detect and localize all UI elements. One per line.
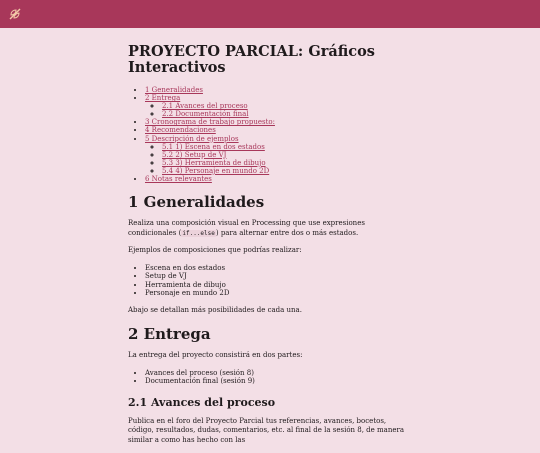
list-item: • Avances del proceso (sesión 8)	[145, 369, 414, 378]
toc-item	[145, 175, 414, 183]
toc-subitem	[162, 159, 414, 167]
toc-item	[145, 94, 414, 118]
document-content	[128, 44, 414, 453]
toc-link[interactable]: 2.1 Avances del proceso	[162, 102, 248, 111]
leaf-logo-icon[interactable]	[8, 7, 22, 21]
toc-item	[145, 86, 414, 94]
toc-link[interactable]: 2 Entrega	[145, 94, 181, 103]
list-item: • Documentación final (sesión 9)	[145, 377, 414, 386]
toc-link[interactable]: 5.1 1) Escena en dos estados	[162, 142, 265, 151]
section-heading-generalidades: 1 Generalidades	[128, 193, 265, 212]
toc-item	[145, 126, 414, 134]
paragraph: Abajo se detallan más posibilidades de cada una.	[128, 305, 302, 314]
page-title: PROYECTO PARCIAL: Gráficos Interactivos	[128, 43, 375, 76]
toc-link[interactable]: 5 Descripción de ejemplos	[145, 134, 239, 143]
list-item: • Personaje en mundo 2D	[145, 289, 414, 298]
toc-link[interactable]: 1 Generalidades	[145, 86, 203, 94]
toc-link[interactable]: 2.2 Documentación final	[162, 110, 249, 119]
paragraph: Ejemplos de composiciones que podrías realizar:	[128, 246, 302, 255]
toc-subitem	[162, 102, 414, 110]
toc-link[interactable]: 3 Cronograma de trabajo propuesto:	[145, 118, 275, 127]
paragraph: Realiza una composición visual en Processing que use expresiones condicionales (if...else) para alternar entre dos o más estados.	[128, 219, 365, 237]
toc-subitem	[162, 151, 414, 159]
list-item: • Herramienta de dibujo	[145, 281, 414, 290]
toc-link[interactable]: 5.3 3) Herramienta de dibujo	[162, 158, 266, 167]
top-bar	[0, 0, 540, 28]
subsection-heading-avances: 2.1 Avances del proceso	[128, 395, 276, 409]
toc-subitem	[162, 143, 414, 151]
delivery-list	[128, 369, 414, 386]
toc-item	[145, 118, 414, 126]
toc-subitem	[162, 110, 414, 118]
toc-link[interactable]: 6 Notas relevantes	[145, 175, 212, 184]
section-heading-entrega: 2 Entrega	[128, 325, 211, 344]
toc-link[interactable]: 5.4 4) Personaje en mundo 2D	[162, 166, 270, 175]
toc-item	[145, 135, 414, 175]
paragraph: La entrega del proyecto consistirá en dos partes:	[128, 351, 303, 360]
toc-link[interactable]: 4 Recomendaciones	[145, 126, 216, 135]
examples-list	[128, 264, 414, 298]
list-item: • Escena en dos estados	[145, 264, 414, 273]
inline-code: if...else	[182, 229, 215, 237]
toc-link[interactable]: 5.2 2) Setup de VJ	[162, 150, 227, 159]
paragraph: Publica en el foro del Proyecto Parcial tus referencias, avances, bocetos, código, resultados, dudas, comentarios, etc. al final de la sesión 8, de manera similar a como has hecho con las	[128, 416, 405, 444]
list-item: • Setup de VJ	[145, 272, 414, 281]
toc-subitem	[162, 167, 414, 175]
table-of-contents	[128, 86, 414, 183]
